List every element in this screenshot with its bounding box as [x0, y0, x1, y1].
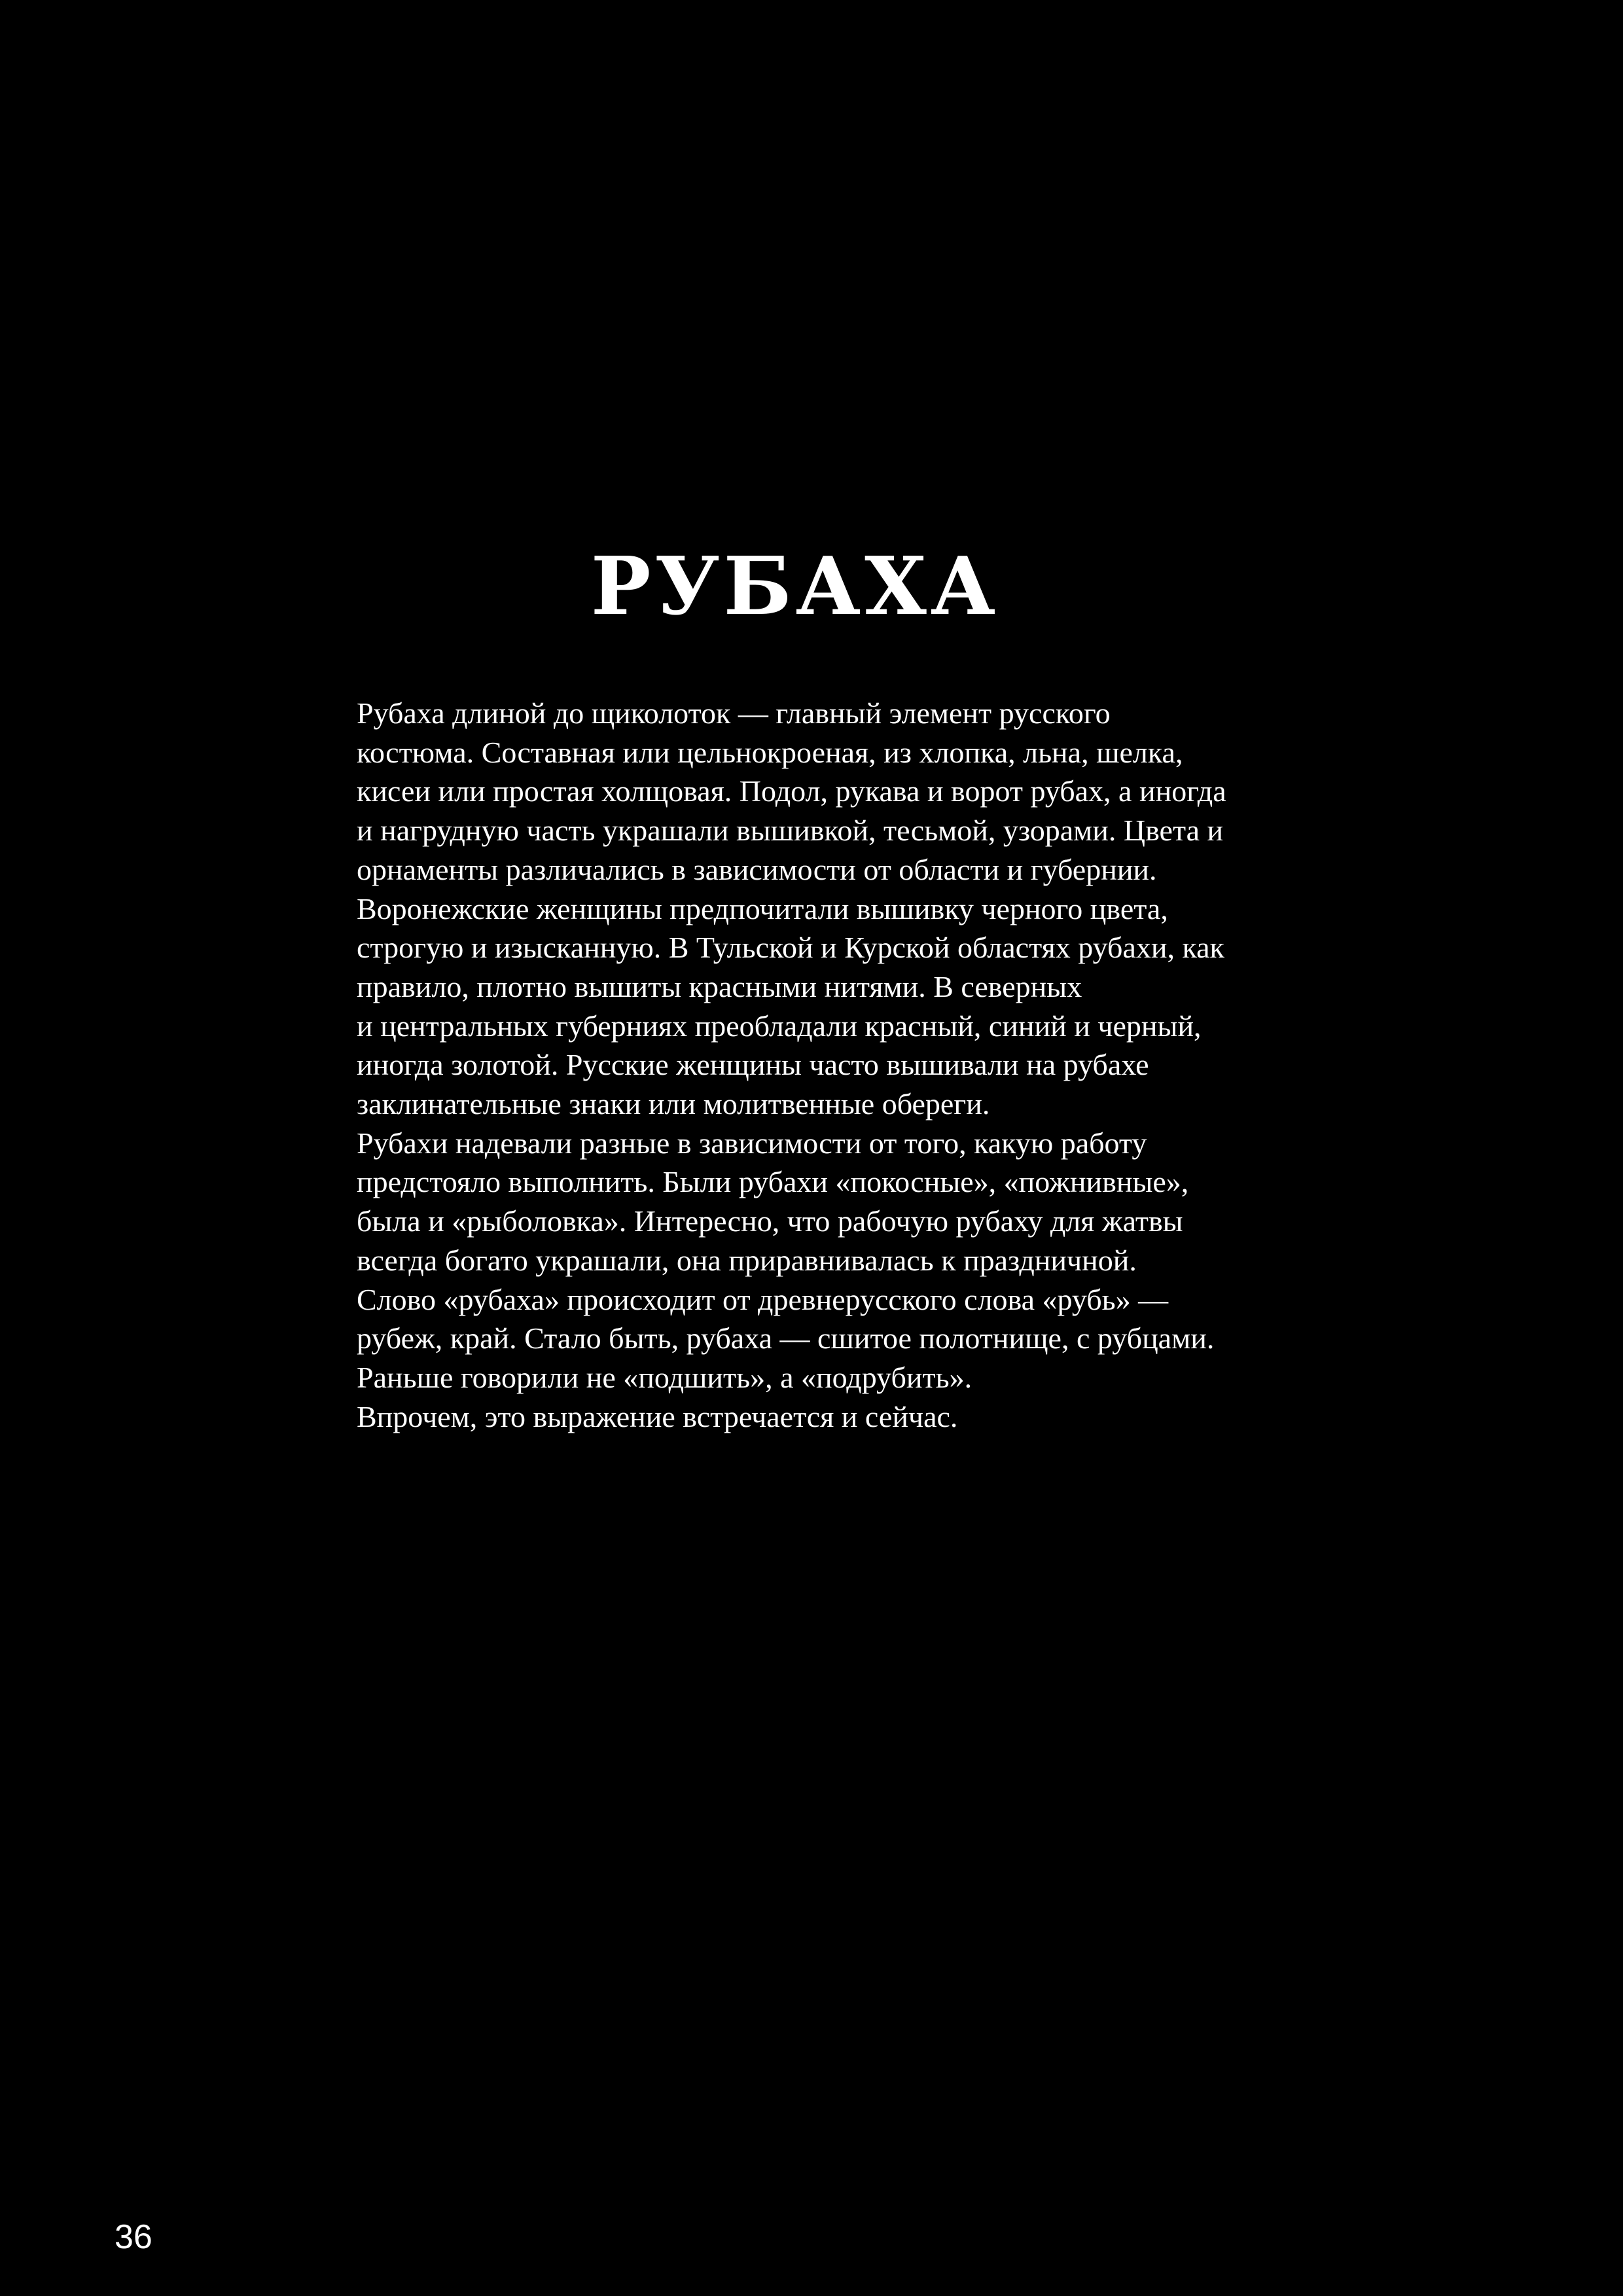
body-line: была и «рыболовка». Интересно, что рабочую рубаху для жатвы — [357, 1204, 1183, 1238]
body-line: правило, плотно вышиты красными нитями. В северных — [357, 969, 1082, 1003]
body-line: орнаменты различались в зависимости от области и губернии. — [357, 852, 1157, 886]
body-line: и центральных губерниях преобладали красный, синий и черный, — [357, 1009, 1202, 1043]
body-line: Рубаха длиной до щиколоток — главный элемент русского — [357, 696, 1111, 730]
body-line: Рубахи надевали разные в зависимости от того, какую работу — [357, 1126, 1147, 1160]
body-line: кисеи или простая холщовая. Подол, рукава и ворот рубах, а иногда — [357, 774, 1226, 808]
body-line: предстояло выполнить. Были рубахи «покосные», «пожнивные», — [357, 1165, 1189, 1199]
body-line: Воронежские женщины предпочитали вышивку черного цвета, — [357, 891, 1168, 925]
body-line: всегда богато украшали, она приравнивалась к праздничной. — [357, 1243, 1137, 1277]
page-title: РУБАХА — [590, 539, 1000, 633]
body-line: рубеж, край. Стало быть, рубаха — сшитое полотнище, с рубцами. — [357, 1321, 1215, 1355]
body-line: костюма. Составная или цельнокроеная, из хлопка, льна, шелка, — [357, 735, 1183, 769]
body-text — [357, 694, 1351, 1436]
body-line: заклинательные знаки или молитвенные обереги. — [357, 1087, 990, 1121]
body-line: и нагрудную часть украшали вышивкой, тесьмой, узорами. Цвета и — [357, 814, 1224, 848]
body-line: Слово «рубаха» происходит от древнерусского слова «рубь» — — [357, 1282, 1169, 1316]
body-line: Впрочем, это выражение встречается и сейчас. — [357, 1399, 958, 1433]
body-line: иногда золотой. Русские женщины часто вышивали на рубахе — [357, 1048, 1149, 1082]
page-number: 36 — [115, 2218, 152, 2256]
body-line: строгую и изысканную. В Тульской и Курской областях рубахи, как — [357, 931, 1224, 965]
body-line: Раньше говорили не «подшить», а «подрубить». — [357, 1360, 972, 1394]
